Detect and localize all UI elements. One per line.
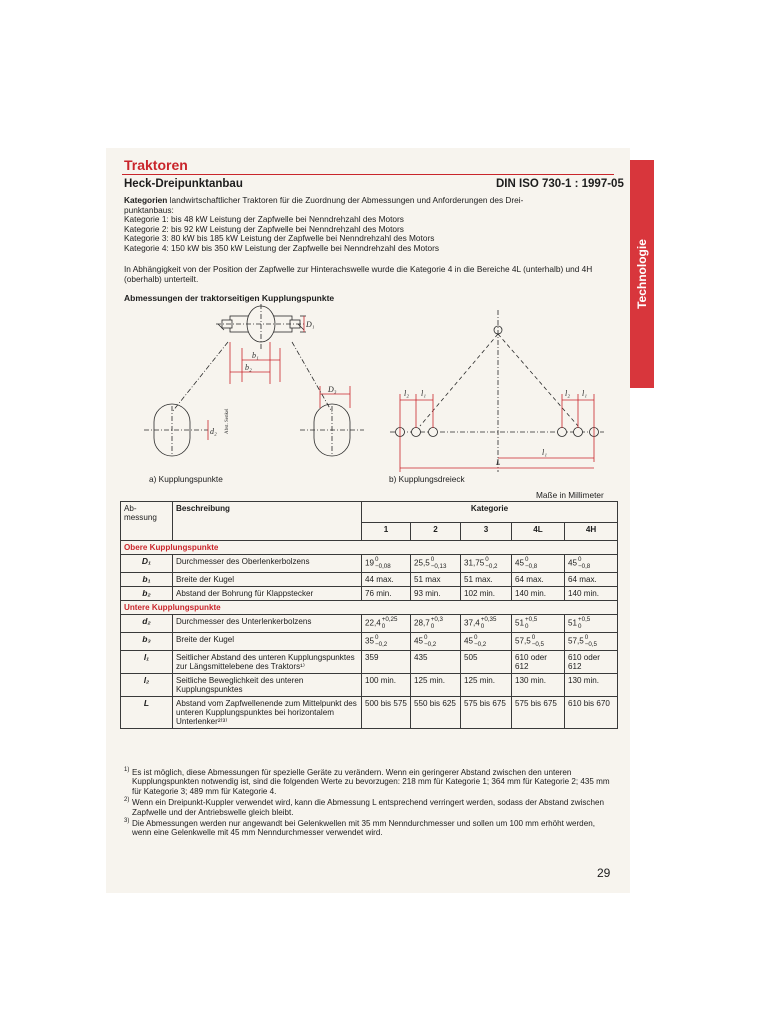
dimension-table: [120, 501, 618, 729]
header-category: 4H: [565, 523, 618, 541]
table-row: [121, 615, 618, 633]
value-cell: 45 0 −0,2: [411, 633, 461, 651]
tolerance: 0 −0,5: [584, 634, 597, 648]
section-subtitle: Heck-Dreipunktanbau: [124, 178, 243, 190]
value-cell: 25,5 0 −0,13: [411, 555, 461, 573]
dimension-symbol: b₂: [121, 587, 173, 601]
label-l2-right: l₂: [565, 389, 571, 398]
header-category: 2: [411, 523, 461, 541]
table-row: [121, 587, 618, 601]
tolerance: 0 −0,2: [474, 634, 487, 648]
value-cell: 610 oder 612: [565, 651, 618, 674]
table-row: [121, 674, 618, 697]
value-cell: 140 min.: [565, 587, 618, 601]
label-l1-bottom: l₁: [542, 448, 548, 457]
value-cell: 51 max: [411, 573, 461, 587]
value-cell: 35 0 −0,2: [362, 633, 411, 651]
footnotes: [124, 768, 616, 840]
value-cell: 102 min.: [461, 587, 512, 601]
position-note: In Abhängigkeit von der Position der Zapfwelle zur Hinterachswelle wurde die Kategorie 4 in die Bereiche 4L (unterhalb) und 4H (oberhalb) unterteilt.: [124, 264, 593, 284]
label-b2: b₂: [245, 363, 252, 372]
lower-rows: [121, 615, 618, 729]
value-cell: 37,4 +0,35 0: [461, 615, 512, 633]
value-cell: 610 oder 612: [512, 651, 565, 674]
tolerance: +0,35 0: [480, 616, 497, 630]
side-tab-label: Technologie: [635, 239, 649, 309]
value-cell: 93 min.: [411, 587, 461, 601]
dimension-description: Durchmesser des Unterlenkerbolzens: [173, 615, 362, 633]
value-cell: 64 max.: [512, 573, 565, 587]
value-cell: 435: [411, 651, 461, 674]
value-cell: 575 bis 675: [461, 697, 512, 729]
value-cell: 57,5 0 −0,5: [565, 633, 618, 651]
value-cell: 22,4 +0,25 0: [362, 615, 411, 633]
table-row: [121, 697, 618, 729]
table-row: [121, 555, 618, 573]
value-cell: 64 max.: [565, 573, 618, 587]
value-cell: 125 min.: [461, 674, 512, 697]
dimension-description: Abstand der Bohrung für Klappstecker: [173, 587, 362, 601]
caption-b: b) Kupplungsdreieck: [389, 474, 465, 484]
intro-lead-bold: Kategorien: [124, 195, 168, 205]
label-l1-right: l₁: [582, 389, 588, 398]
dimension-symbol: b₁: [121, 573, 173, 587]
value-cell: 130 min.: [565, 674, 618, 697]
dimension-description: Seitlicher Abstand des unteren Kupplungspunktes zur Längsmittelebene des Traktors¹⁾: [173, 651, 362, 674]
table-row: [121, 573, 618, 587]
label-l2: l₂: [404, 389, 410, 398]
value-cell: 51 +0,5 0: [565, 615, 618, 633]
value-cell: 575 bis 675: [512, 697, 565, 729]
dimension-symbol: L: [121, 697, 173, 729]
tolerance: 0 −0,2: [375, 634, 388, 648]
value-cell: 100 min.: [362, 674, 411, 697]
value-cell: 19 0 −0,08: [362, 555, 411, 573]
value-cell: 500 bis 575: [362, 697, 411, 729]
header-category: 4L: [512, 523, 565, 541]
dimension-description: Breite der Kugel: [173, 573, 362, 587]
label-D1: D₁: [306, 320, 315, 329]
tolerance: 0 −0,08: [375, 556, 391, 570]
value-cell: 28,7 +0,3 0: [411, 615, 461, 633]
section-lower: Untere Kupplungspunkte: [121, 601, 618, 615]
dimension-description: Durchmesser des Oberlenkerbolzens: [173, 555, 362, 573]
table-row: [121, 633, 618, 651]
value-cell: 51 +0,5 0: [512, 615, 565, 633]
category-line: Kategorie 2: bis 92 kW Leistung der Zapfwelle bei Nenndrehzahl des Motors: [124, 223, 404, 234]
value-cell: 130 min.: [512, 674, 565, 697]
caption-a: a) Kupplungspunkte: [149, 474, 223, 484]
intro-text: [124, 196, 618, 253]
header-abmessung: Ab-messung: [121, 502, 173, 541]
value-cell: 359: [362, 651, 411, 674]
value-cell: 31,75 0 −0,2: [461, 555, 512, 573]
footnote: 1) Es ist möglich, diese Abmessungen für spezielle Geräte zu verändern. Wenn ein geringerer Abstand zwischen den unteren Kupplungspunkten notwendig ist, sind die folgenden Werte zu bevorzugen: 218 mm für Kategorie 1; 364 mm für Kategorie 2; 435 mm für Kategorie 3; 489 mm für Kategorie 4.: [124, 767, 610, 796]
label-L: L: [496, 458, 501, 467]
header-category: 1: [362, 523, 411, 541]
header-beschreibung: Beschreibung: [173, 502, 362, 541]
category-line: Kategorie 3: 80 kW bis 185 kW Leistung der Zapfwelle bei Nenndrehzahl des Motors: [124, 233, 435, 243]
page-title: Traktoren: [124, 157, 188, 173]
tolerance: 0 −0,5: [531, 634, 544, 648]
footnote: 2) Wenn ein Dreipunkt-Kuppler verwendet wird, kann die Abmessung L entsprechend verringert werden, sodass der Abstand zwischen Zapfwelle und der Antriebswelle gleich bleibt.: [124, 797, 604, 817]
tolerance: 0 −0,8: [578, 556, 591, 570]
value-cell: 140 min.: [512, 587, 565, 601]
tolerance: +0,5 0: [578, 616, 591, 630]
tolerance: 0 −0,2: [485, 556, 498, 570]
label-D3: D₃: [328, 385, 337, 394]
coupling-diagram: [124, 302, 624, 474]
label-l1: l₁: [421, 389, 427, 398]
footnote: 3) Die Abmessungen werden nur angewandt bei Gelenkwellen mit 35 mm Nenndurchmesser und sollen um 100 mm erhöht werden, wenn eine Gelenkwelle mit 45 mm Nenndurchmesser verwendet wird.: [124, 818, 595, 838]
dimension-symbol: d₂: [121, 615, 173, 633]
value-cell: 45 0 −0,8: [565, 555, 618, 573]
tolerance: 0 −0,2: [424, 634, 437, 648]
tolerance: +0,3 0: [430, 616, 443, 630]
intro-lead-cont: punktanbaus:: [124, 204, 174, 215]
tolerance: 0 −0,8: [525, 556, 538, 570]
dimension-symbol: D₁: [121, 555, 173, 573]
category-line: Kategorie 1: bis 48 kW Leistung der Zapfwelle bei Nenndrehzahl des Motors: [124, 214, 404, 224]
dimension-symbol: b₃: [121, 633, 173, 651]
value-cell: 76 min.: [362, 587, 411, 601]
header-category: 3: [461, 523, 512, 541]
title-rule: [122, 174, 614, 175]
upper-rows: [121, 555, 618, 601]
value-cell: 45 0 −0,2: [461, 633, 512, 651]
intro-lead: landwirtschaftlicher Traktoren für die Zuordnung der Abmessungen und Anforderungen des Drei-: [167, 195, 524, 205]
standard-reference: DIN ISO 730-1 : 1997-05: [496, 178, 624, 190]
category-line: Kategorie 4: 150 kW bis 350 kW Leistung der Zapfwelle bei Nenndrehzahl des Motors: [124, 242, 439, 253]
dimension-symbol: l₂: [121, 674, 173, 697]
tolerance: 0 −0,13: [430, 556, 447, 570]
header-kategorie: Kategorie: [362, 502, 618, 523]
value-cell: 125 min.: [411, 674, 461, 697]
value-cell: 44 max.: [362, 573, 411, 587]
dimension-description: Seitliche Beweglichkeit des unteren Kupplungspunktes: [173, 674, 362, 697]
value-cell: 57,5 0 −0,5: [512, 633, 565, 651]
label-b1: b₁: [252, 351, 259, 360]
value-cell: 51 max.: [461, 573, 512, 587]
units-note: Maße in Millimeter: [536, 490, 604, 500]
value-cell: 505: [461, 651, 512, 674]
dimension-description: Abstand vom Zapfwellenende zum Mittelpunkt des unteren Kupplungspunktes bei horizontalem Unterlenker²⁾³⁾: [173, 697, 362, 729]
label-d2: d₂: [210, 427, 217, 436]
section-upper: Obere Kupplungspunkte: [121, 541, 618, 555]
value-cell: 550 bis 625: [411, 697, 461, 729]
page-number: 29: [597, 866, 611, 880]
diagram-heading: Abmessungen der traktorseitigen Kupplungspunkte: [124, 293, 335, 303]
table-row: [121, 651, 618, 674]
dimension-symbol: l₁: [121, 651, 173, 674]
tolerance: +0,5 0: [525, 616, 538, 630]
dimension-description: Breite der Kugel: [173, 633, 362, 651]
tolerance: +0,25 0: [381, 616, 398, 630]
value-cell: 45 0 −0,8: [512, 555, 565, 573]
vertical-note: Abst. Senkel: [225, 408, 230, 434]
value-cell: 610 bis 670: [565, 697, 618, 729]
